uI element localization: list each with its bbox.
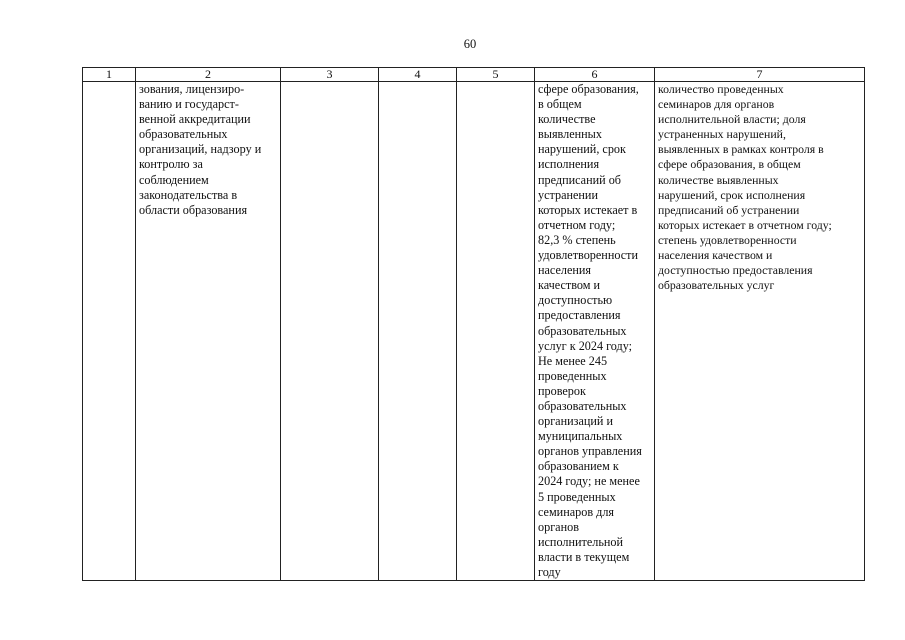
- cell-text-line: устранении: [538, 187, 598, 202]
- cell-text-line: муниципальных: [538, 429, 623, 444]
- column-number-7: 7: [655, 68, 865, 82]
- cell-text-line: доступностью предоставления: [658, 263, 813, 278]
- cell-text-line: области образования: [139, 202, 248, 217]
- cell-col-7: [655, 82, 865, 581]
- cell-text-line: контролю за: [139, 157, 203, 172]
- cell-text-line: 5 проведенных: [538, 489, 616, 504]
- cell-text-line: организаций и: [538, 414, 613, 429]
- cell-text-line: доступностью: [538, 293, 613, 308]
- cell-text-line: услуг к 2024 году;: [538, 338, 633, 353]
- cell-text-line: зования, лицензиро-: [139, 82, 245, 96]
- cell-text-line: органов: [538, 519, 579, 534]
- column-number-3: 3: [281, 68, 379, 82]
- cell-text-line: образовательных: [139, 127, 228, 142]
- cell-col-5: [457, 82, 535, 581]
- column-number-5: 5: [457, 68, 535, 82]
- cell-text-line: соблюдением: [139, 172, 209, 187]
- cell-text-line: количестве выявленных: [658, 172, 779, 187]
- cell-text-line: проверок: [538, 383, 586, 398]
- cell-text-line: степень удовлетворенности: [658, 232, 797, 247]
- cell-text-line: предоставления: [538, 308, 621, 323]
- cell-text-line: семинаров для органов: [658, 97, 775, 112]
- table-row: [83, 82, 865, 581]
- cell-text-line: проведенных: [538, 368, 607, 383]
- cell-text-line: количестве: [538, 112, 596, 127]
- cell-text-line: населения качеством и: [658, 248, 773, 263]
- table-header-row: [83, 68, 865, 82]
- column-number-2: 2: [136, 68, 281, 82]
- cell-text-line: нарушений, срок исполнения: [658, 187, 806, 202]
- cell-text-line: предписаний об устранении: [658, 202, 800, 217]
- cell-text-line: органов управления: [538, 444, 642, 459]
- cell-text-line: образовательных услуг: [658, 278, 775, 293]
- cell-text-line: Не менее 245: [538, 353, 608, 368]
- cell-text-line: которых истекает в отчетном году;: [658, 217, 832, 232]
- column-number-4: 4: [379, 68, 457, 82]
- cell-text-line: законодательства в: [139, 187, 238, 202]
- cell-text-line: 2024 году; не менее: [538, 474, 640, 489]
- cell-text-line: образовательных: [538, 398, 627, 413]
- cell-col-4: [379, 82, 457, 581]
- cell-col-2: [136, 82, 281, 581]
- cell-text-line: выявленных в рамках контроля в: [658, 142, 824, 157]
- cell-text-line: исполнительной власти; доля: [658, 112, 806, 127]
- cell-text-line: власти в текущем: [538, 549, 630, 564]
- cell-text-line: которых истекает в: [538, 202, 638, 217]
- cell-text-line: сфере образования,: [538, 82, 639, 96]
- cell-text-line: предписаний об: [538, 172, 621, 187]
- data-table: [82, 67, 865, 581]
- cell-text-line: ванию и государст-: [139, 97, 239, 112]
- cell-text-line: качеством и: [538, 278, 601, 293]
- cell-text-line: отчетном году;: [538, 217, 616, 232]
- cell-text-line: устраненных нарушений,: [658, 127, 786, 142]
- cell-text-line: году: [538, 565, 561, 579]
- cell-text-line: организаций, надзору и: [139, 142, 262, 157]
- column-number-6: 6: [535, 68, 655, 82]
- cell-col-6: [535, 82, 655, 581]
- cell-text-line: исполнения: [538, 157, 600, 172]
- column-number-1: 1: [83, 68, 136, 82]
- cell-text-line: сфере образования, в общем: [658, 157, 801, 172]
- cell-text-line: венной аккредитации: [139, 112, 251, 127]
- cell-text-line: выявленных: [538, 127, 602, 142]
- cell-text-line: образовательных: [538, 323, 627, 338]
- cell-text-line: в общем: [538, 97, 582, 112]
- cell-text-line: 82,3 % степень: [538, 232, 616, 247]
- cell-text-line: образованием к: [538, 459, 619, 474]
- page-number: 60: [463, 37, 477, 51]
- cell-text-line: населения: [538, 263, 592, 278]
- cell-text-line: нарушений, срок: [538, 142, 626, 157]
- cell-text-line: удовлетворенности: [538, 248, 638, 263]
- cell-text-line: количество проведенных: [658, 82, 784, 96]
- cell-text-line: семинаров для: [538, 504, 615, 519]
- cell-col-3: [281, 82, 379, 581]
- cell-col-1: [83, 82, 136, 581]
- cell-text-line: исполнительной: [538, 534, 624, 549]
